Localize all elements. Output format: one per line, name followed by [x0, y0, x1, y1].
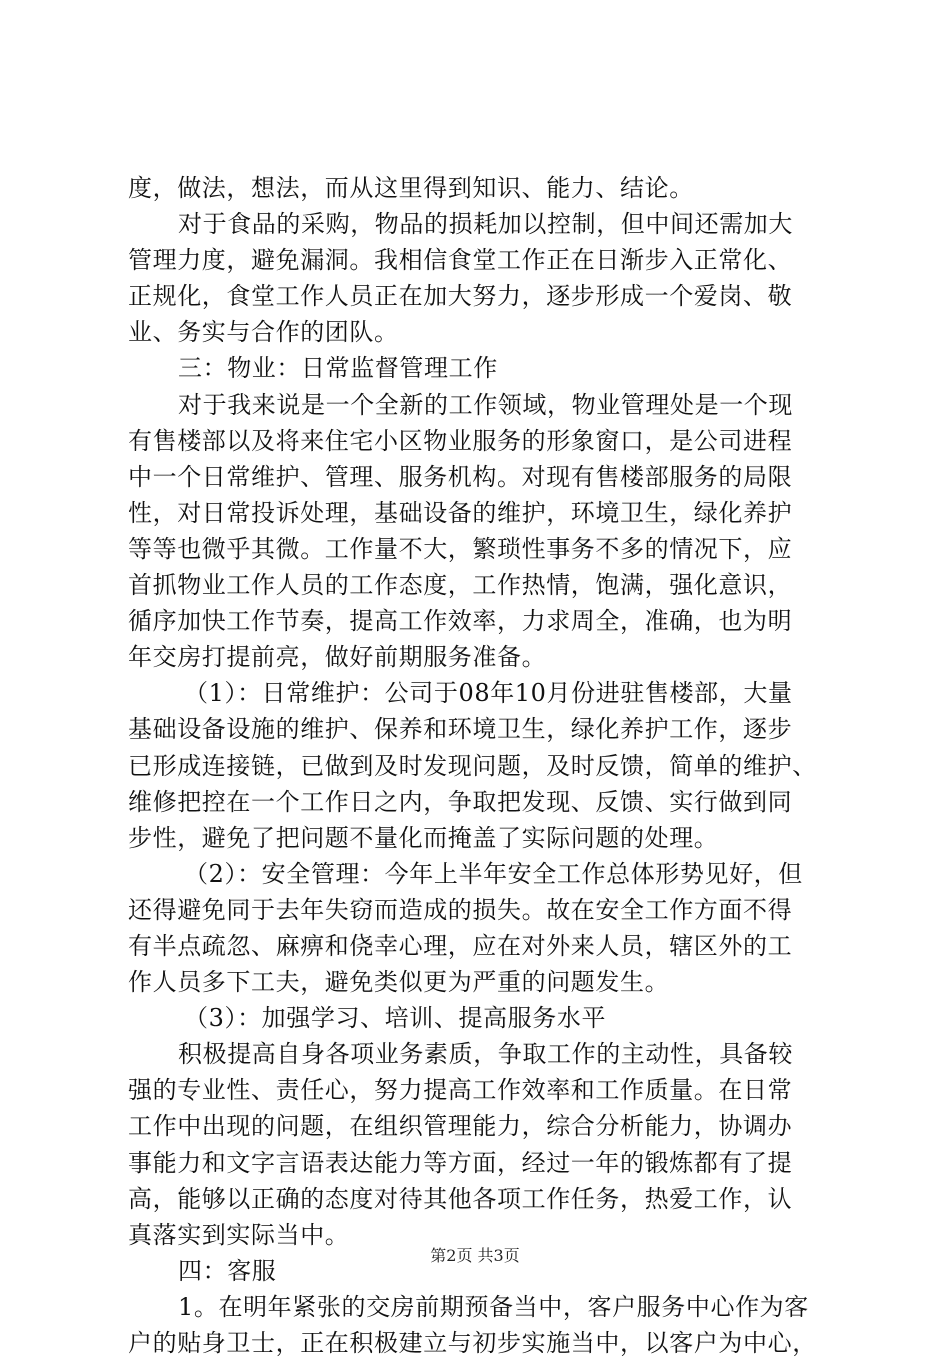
text-line: 事能力和文字言语表达能力等方面，经过一年的锻炼都有了提: [128, 1148, 793, 1177]
text-line: （1）：日常维护：公司于08年10月份进驻售楼部，大量: [184, 679, 793, 708]
text-line: 户的贴身卫士，正在积极建立与初步实施当中，以客户为中心，: [128, 1329, 817, 1357]
text-line: 已形成连接链，已做到及时发现问题，及时反馈，简单的维护、: [128, 751, 817, 780]
text-line: 有售楼部以及将来住宅小区物业服务的形象窗口，是公司进程: [128, 426, 793, 455]
text-line: 性，对日常投诉处理，基础设备的维护，环境卫生，绿化养护: [128, 498, 793, 527]
text-line: 对于我来说是一个全新的工作领域，物业管理处是一个现: [178, 390, 793, 419]
document-body: [128, 170, 828, 1361]
text-line: 业、务实与合作的团队。: [128, 318, 399, 347]
text-line: 基础设备设施的维护、保养和环境卫生，绿化养护工作，逐步: [128, 715, 793, 744]
text-line: 高，能够以正确的态度对待其他各项工作任务，热爱工作，认: [128, 1184, 793, 1213]
text-line: 工作中出现的问题，在组织管理能力，综合分析能力，协调办: [128, 1112, 793, 1141]
text-line: 有半点疏忽、麻痹和侥幸心理，应在对外来人员，辖区外的工: [128, 931, 793, 960]
text-line: 首抓物业工作人员的工作态度，工作热情，饱满，强化意识，: [128, 571, 793, 600]
text-line: 强的专业性、责任心，努力提高工作效率和工作质量。在日常: [128, 1076, 793, 1105]
text-line: （2）：安全管理：今年上半年安全工作总体形势见好，但: [184, 859, 803, 888]
text-line: 还得避免同于去年失窃而造成的损失。故在安全工作方面不得: [128, 895, 793, 924]
text-line: 步性，避免了把问题不量化而掩盖了实际问题的处理。: [128, 823, 719, 852]
text-line: 1。在明年紧张的交房前期预备当中，客户服务中心作为客: [178, 1292, 809, 1321]
text-line: 管理力度，避免漏洞。我相信食堂工作正在日渐步入正常化、: [128, 246, 793, 275]
text-line: 真落实到实际当中。: [128, 1220, 350, 1249]
text-line: 度，做法，想法，而从这里得到知识、能力、结论。: [128, 174, 694, 202]
text-line: 三：物业：日常监督管理工作: [178, 354, 498, 383]
text-line: 正规化，食堂工作人员正在加大努力，逐步形成一个爱岗、敬: [128, 282, 793, 311]
text-line: 年交房打提前亮，做好前期服务准备。: [128, 643, 547, 672]
text-line: 循序加快工作节奏，提高工作效率，力求周全，准确，也为明: [128, 607, 793, 636]
text-line: （3）：加强学习、培训、提高服务水平: [184, 1004, 607, 1033]
text-line: 等等也微乎其微。工作量不大，繁琐性事务不多的情况下，应: [128, 534, 793, 563]
text-line: 维修把控在一个工作日之内，争取把发现、反馈、实行做到同: [128, 787, 793, 816]
text-line: 中一个日常维护、管理、服务机构。对现有售楼部服务的局限: [128, 462, 793, 491]
text-line: 四：客服: [178, 1256, 277, 1285]
text-line: 对于食品的采购，物品的损耗加以控制，但中间还需加大: [178, 210, 793, 239]
page-footer: 第2页 共3页: [430, 1246, 520, 1265]
text-line: 作人员多下工夫，避免类似更为严重的问题发生。: [128, 968, 670, 997]
text-line: 积极提高自身各项业务素质，争取工作的主动性，具备较: [178, 1040, 793, 1069]
